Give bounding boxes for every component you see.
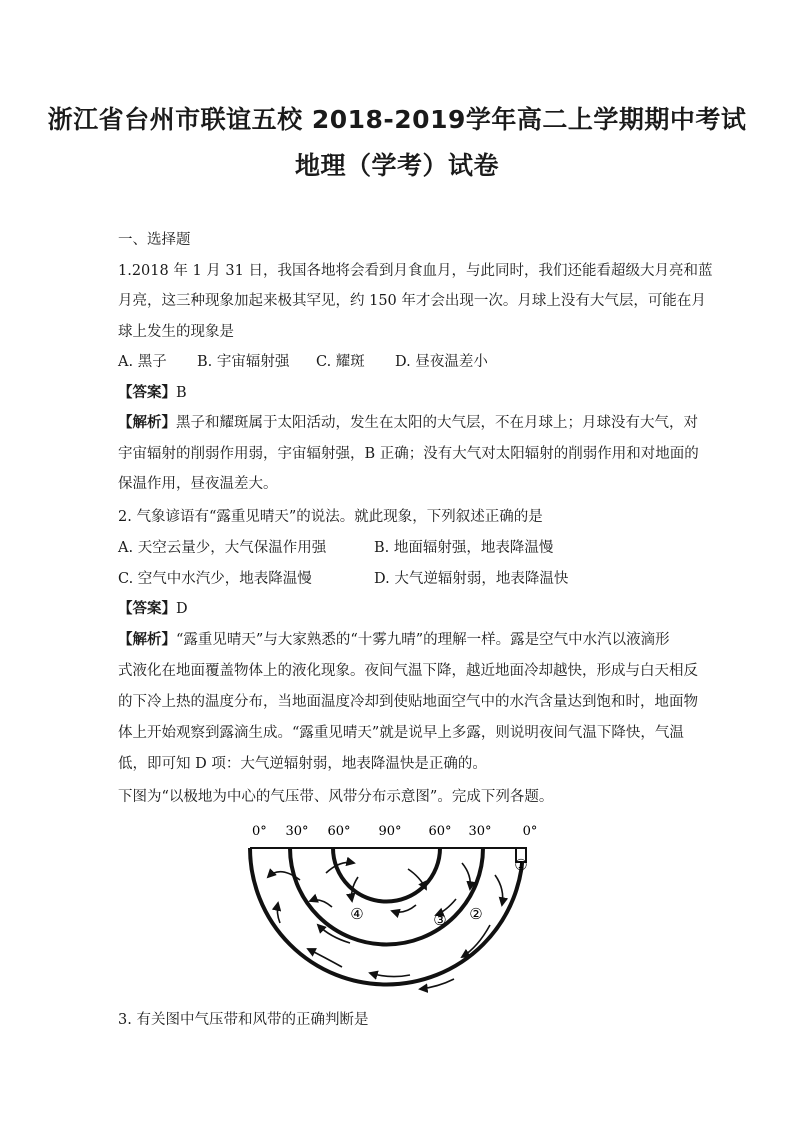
q1-line-3: 球上发生的现象是 [118,324,234,340]
q1-option-a: A. 黑子 [118,354,167,370]
circle-30deg [290,848,483,944]
q2-answer [118,599,188,619]
q2-option-b: B. 地面辐射强，地表降温慢 [374,540,554,556]
wind-arrow [370,973,410,977]
q1-line-2: 月亮，这三种现象加起来极其罕见，约 150 年才会出现一次。月球上没有大气层，可能在月 [118,293,706,309]
q2-analysis-line-5: 低，即可知 D 项：大气逆辐射弱，地表降温快是正确的。 [118,756,487,772]
q2-analysis-text-1: “露重见晴天”与大家熟悉的“十雾九晴”的理解一样。露是空气中水汽以液滴形 [176,632,670,648]
lat-label-60-left: 60° [327,824,351,839]
marker-2: ② [469,905,483,923]
pressure-wind-belt-diagram [240,815,550,1015]
lat-label-60-right: 60° [428,824,452,839]
q2-analysis-line-3: 的下冷上热的温度分布，当地面温度冷却到使贴地面空气中的水汽含量达到饱和时，地面物 [118,694,698,710]
wind-arrow [462,863,470,889]
q1-answer [118,383,187,403]
wind-arrow [495,875,503,905]
lat-label-0-left: 0° [252,824,267,839]
wind-arrow [392,905,416,912]
q1-answer-value: B [176,385,187,401]
q2-analysis-line-1 [118,630,670,650]
q1-analysis-line-3: 保温作用，昼夜温差大。 [118,476,278,492]
q2-option-d: D. 大气逆辐射弱，地表降温快 [374,571,569,587]
wind-arrow [277,903,280,923]
lat-label-30-left: 30° [285,824,309,839]
section-heading: 一、选择题 [118,232,191,248]
lat-label-30-right: 30° [468,824,492,839]
q2-analysis-line-4: 体上开始观察到露滴生成。“露重见晴天”就是说早上多露，则说明夜间气温下降快，气温 [118,725,684,741]
q2-analysis-line-2: 式液化在地面覆盖物体上的液化现象。夜间气温下降，越近地面冷却越快，形成与白天相反 [118,663,698,679]
q1-answer-label: 【答案】 [118,384,176,401]
q1-option-d: D. 昼夜温差小 [395,354,488,370]
wind-arrow [310,900,332,907]
title-line-1: 浙江省台州市联谊五校 2018-2019学年高二上学期期中考试 [47,105,747,134]
marker-4: ④ [350,905,364,923]
q2-stem: 2. 气象谚语有“露重见晴天”的说法。就此现象，下列叙述正确的是 [118,509,543,525]
marker-3: ③ [433,911,447,929]
q2-option-a: A. 天空云量少，大气保温作用强 [118,540,327,556]
q1-analysis-text-1: 黑子和耀斑属于太阳活动，发生在太阳的大气层，不在月球上；月球没有大气，对 [176,415,698,431]
q1-option-c: C. 耀斑 [316,354,365,370]
q1-line-1: 1.2018 年 1 月 31 日，我国各地将会看到月食血月，与此同时，我们还能看超级大月亮和蓝 [118,263,713,279]
marker-1: ① [514,856,528,874]
q2-answer-label: 【答案】 [118,600,176,617]
wind-arrows [268,862,503,989]
lat-label-90: 90° [378,824,402,839]
q3-stem: 3. 有关图中气压带和风带的正确判断是 [118,1012,369,1028]
q1-analysis-line-1 [118,413,698,433]
q1-analysis-line-2: 宇宙辐射的削弱作用弱，宇宙辐射强，B 正确；没有大气对太阳辐射的削弱作用和对地面的 [118,446,699,462]
q2-answer-value: D [176,601,188,617]
lat-label-0-right: 0° [522,824,538,839]
q2-analysis-label: 【解析】 [118,631,176,648]
q1-analysis-label: 【解析】 [118,414,176,431]
circle-60deg [333,848,440,902]
title-line-2: 地理（学考）试卷 [294,151,499,180]
figure-intro: 下图为“以极地为中心的气压带、风带分布示意图”。完成下列各题。 [118,789,554,805]
q2-option-c: C. 空气中水汽少，地表降温慢 [118,571,312,587]
q1-option-b: B. 宇宙辐射强 [197,354,290,370]
